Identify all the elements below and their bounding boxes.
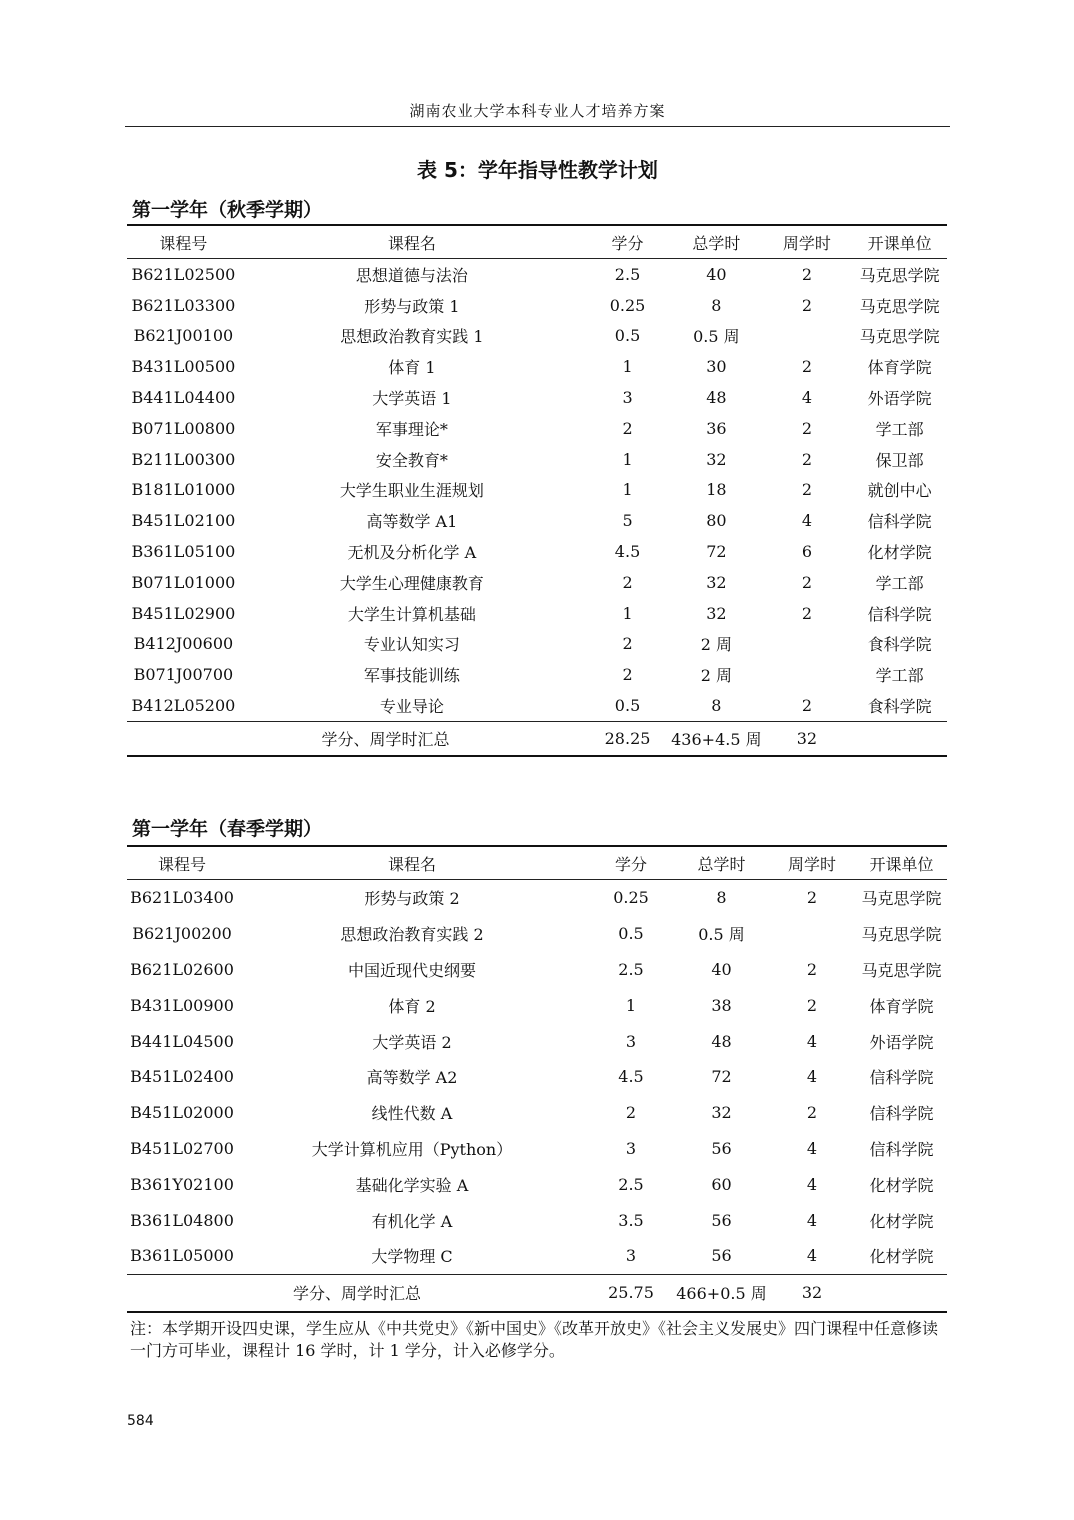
- cell-total-hours: 60: [711, 1174, 732, 1194]
- table-row: [127, 1166, 947, 1202]
- cell-department: 外语学院: [867, 389, 932, 409]
- table-row: [127, 1238, 947, 1274]
- cell-course-code: B451L02000: [130, 1103, 234, 1123]
- fall-semester-table: [127, 224, 947, 757]
- column-header-credits: 学分: [584, 225, 671, 259]
- cell-course-name: 大学生职业生涯规划: [339, 481, 484, 501]
- cell-total-hours: 2 周: [700, 666, 732, 686]
- summary-empty-cell: [852, 721, 947, 756]
- cell-credits: 0.5: [614, 696, 641, 716]
- fall-summary-row: [127, 721, 947, 756]
- cell-course-code: B361L05000: [130, 1246, 234, 1266]
- table-row: [127, 1023, 947, 1059]
- cell-total-hours: 32: [711, 1103, 732, 1123]
- cell-course-code: B441L04400: [131, 388, 236, 408]
- cell-total-hours: 80: [706, 511, 727, 531]
- cell-weekly-hours: 4: [806, 1138, 818, 1158]
- cell-department: 食科学院: [867, 697, 932, 717]
- cell-course-name: 思想政治教育实践 2: [340, 925, 484, 945]
- cell-total-hours: 18: [706, 480, 727, 500]
- cell-credits: 1: [622, 357, 633, 377]
- cell-weekly-hours: 4: [801, 388, 813, 408]
- cell-weekly-hours: 4: [806, 1067, 818, 1087]
- cell-course-name: 形势与政策 2: [364, 889, 460, 909]
- table-row: [127, 690, 947, 721]
- cell-course-name: 安全教育*: [375, 450, 448, 470]
- cell-department: 马克思学院: [861, 889, 942, 909]
- summary-total-hours: 466+0.5 周: [676, 1284, 767, 1304]
- table-row: [127, 598, 947, 629]
- cell-course-code: B361Y02100: [130, 1174, 234, 1194]
- table-row: [127, 290, 947, 321]
- cell-course-name: 专业认知实习: [363, 635, 460, 655]
- cell-course-code: B211L00300: [131, 449, 236, 469]
- cell-course-code: B621J00200: [132, 924, 232, 944]
- cell-weekly-hours: 6: [801, 542, 813, 562]
- cell-department: 信科学院: [869, 1139, 934, 1159]
- cell-course-name: 大学计算机应用（Python）: [311, 1139, 513, 1159]
- cell-total-hours: 36: [706, 418, 727, 438]
- cell-course-code: B451L02900: [131, 603, 236, 623]
- cell-credits: 4.5: [614, 542, 641, 562]
- cell-weekly-hours: 2: [801, 418, 813, 438]
- cell-total-hours: 72: [711, 1067, 732, 1087]
- cell-department: 保卫部: [875, 450, 924, 470]
- table-row: [127, 536, 947, 567]
- cell-course-name: 体育 1: [388, 358, 436, 378]
- cell-credits: 2: [622, 418, 633, 438]
- cell-course-code: B621L02500: [131, 264, 236, 284]
- table-row: [127, 1202, 947, 1238]
- table-row: [127, 413, 947, 444]
- cell-weekly-hours: 4: [806, 1031, 818, 1051]
- header-rule: [125, 126, 950, 127]
- cell-weekly-hours: 4: [806, 1174, 818, 1194]
- cell-department: 化材学院: [867, 543, 932, 563]
- cell-total-hours: 48: [706, 388, 727, 408]
- cell-credits: 3: [625, 1138, 637, 1158]
- table-row: [127, 987, 947, 1023]
- cell-department: 学工部: [875, 419, 924, 439]
- cell-course-code: B181L01000: [131, 480, 236, 500]
- cell-course-name: 中国近现代史纲要: [347, 960, 476, 980]
- cell-weekly-hours: 2: [801, 449, 813, 469]
- cell-weekly-hours: 2: [806, 888, 818, 908]
- cell-department: 信科学院: [867, 512, 932, 532]
- cell-weekly-hours: 4: [806, 1246, 818, 1266]
- cell-total-hours: 38: [711, 995, 732, 1015]
- cell-course-code: B071J00700: [133, 665, 234, 685]
- cell-credits: 0.25: [609, 295, 646, 315]
- cell-total-hours: 72: [706, 542, 727, 562]
- cell-credits: 1: [625, 995, 637, 1015]
- cell-department: 化材学院: [869, 1211, 934, 1231]
- cell-total-hours: 32: [706, 449, 727, 469]
- cell-weekly-hours: 2: [806, 995, 818, 1015]
- cell-department: 马克思学院: [859, 327, 940, 347]
- table-row: [127, 259, 947, 290]
- cell-credits: 2: [622, 634, 633, 654]
- cell-total-hours: 32: [706, 603, 727, 623]
- cell-credits: 0.25: [613, 888, 649, 908]
- column-header-total-hours: 总学时: [671, 225, 761, 259]
- table-row: [127, 629, 947, 660]
- cell-course-name: 思想道德与法治: [355, 265, 468, 285]
- cell-course-name: 专业导论: [379, 697, 444, 717]
- cell-credits: 1: [622, 480, 633, 500]
- cell-total-hours: 32: [706, 572, 727, 592]
- column-header-credits: 学分: [587, 846, 675, 880]
- cell-credits: 3: [625, 1031, 637, 1051]
- cell-credits: 3: [625, 1246, 637, 1266]
- table-row: [127, 1059, 947, 1095]
- cell-weekly-hours: 2: [801, 603, 813, 623]
- cell-total-hours: 30: [706, 357, 727, 377]
- cell-credits: 5: [622, 511, 633, 531]
- cell-weekly-hours: 2: [801, 572, 813, 592]
- cell-course-name: 体育 2: [388, 996, 436, 1016]
- cell-course-code: B441L04500: [130, 1031, 234, 1051]
- summary-label: 学分、周学时汇总: [292, 1284, 421, 1304]
- cell-course-code: B431L00500: [131, 357, 236, 377]
- cell-credits: 2.5: [618, 959, 644, 979]
- cell-total-hours: 48: [711, 1031, 732, 1051]
- table-row: [127, 382, 947, 413]
- table-row: [127, 444, 947, 475]
- cell-department: 就创中心: [867, 481, 932, 501]
- table-header-row: [127, 846, 947, 880]
- summary-empty-cell: [856, 1274, 947, 1312]
- cell-course-name: 有机化学 A: [371, 1211, 453, 1231]
- cell-course-code: B621J00100: [133, 326, 234, 346]
- cell-credits: 0.5: [614, 326, 641, 346]
- cell-course-code: B621L03300: [131, 295, 236, 315]
- summary-credits: 25.75: [608, 1283, 654, 1303]
- column-header-course-code: 课程号: [127, 846, 237, 880]
- cell-course-code: B361L04800: [130, 1210, 234, 1230]
- cell-department: 马克思学院: [861, 925, 942, 945]
- cell-course-code: B451L02100: [131, 511, 236, 531]
- column-header-weekly-hours: 周学时: [768, 846, 856, 880]
- cell-weekly-hours: [768, 916, 856, 952]
- page-number: 584: [127, 1413, 154, 1429]
- cell-credits: 3.5: [618, 1210, 644, 1230]
- table-header-row: [127, 225, 947, 259]
- cell-course-name: 形势与政策 1: [364, 296, 460, 316]
- cell-course-name: 思想政治教育实践 1: [340, 327, 484, 347]
- column-header-course-name: 课程名: [240, 225, 584, 259]
- cell-credits: 4.5: [618, 1067, 644, 1087]
- cell-total-hours: 56: [711, 1246, 732, 1266]
- cell-course-code: B621L03400: [130, 888, 234, 908]
- cell-course-code: B451L02400: [130, 1067, 234, 1087]
- cell-course-name: 无机及分析化学 A: [347, 543, 477, 563]
- cell-course-code: B071L00800: [131, 418, 236, 438]
- cell-total-hours: 40: [706, 264, 727, 284]
- table-row: [127, 659, 947, 690]
- cell-course-name: 大学英语 2: [372, 1032, 452, 1052]
- cell-department: 马克思学院: [861, 960, 942, 980]
- cell-total-hours: 8: [716, 888, 727, 908]
- cell-course-code: B451L02700: [130, 1138, 234, 1158]
- fall-semester-rows: [127, 259, 947, 722]
- spring-semester-rows: [127, 880, 947, 1275]
- cell-course-name: 高等数学 A2: [366, 1068, 458, 1088]
- cell-course-name: 基础化学实验 A: [355, 1175, 469, 1195]
- cell-credits: 3: [622, 388, 633, 408]
- cell-department: 化材学院: [869, 1247, 934, 1267]
- cell-course-name: 军事理论*: [375, 419, 448, 439]
- cell-credits: 0.5: [618, 924, 644, 944]
- cell-course-code: B431L00900: [130, 995, 234, 1015]
- cell-weekly-hours: 4: [801, 511, 813, 531]
- table-row: [127, 916, 947, 952]
- table-row: [127, 351, 947, 382]
- cell-department: 学工部: [875, 666, 924, 686]
- column-header-course-name: 课程名: [237, 846, 587, 880]
- column-header-department: 开课单位: [856, 846, 947, 880]
- cell-course-name: 大学生心理健康教育: [339, 573, 484, 593]
- cell-total-hours: 0.5 周: [693, 327, 740, 347]
- cell-department: 马克思学院: [859, 296, 940, 316]
- cell-weekly-hours: 2: [801, 295, 813, 315]
- cell-credits: 2: [622, 572, 633, 592]
- cell-course-name: 大学英语 1: [372, 389, 452, 409]
- cell-department: 学工部: [875, 573, 924, 593]
- column-header-department: 开课单位: [852, 225, 947, 259]
- column-header-total-hours: 总学时: [675, 846, 768, 880]
- cell-department: 信科学院: [869, 1104, 934, 1124]
- spring-semester-heading: 第一学年（春季学期）: [132, 818, 323, 840]
- cell-course-name: 线性代数 A: [371, 1104, 453, 1124]
- cell-weekly-hours: [762, 629, 853, 660]
- cell-total-hours: 8: [711, 696, 722, 716]
- cell-course-name: 高等数学 A1: [366, 512, 458, 532]
- fall-semester-heading: 第一学年（秋季学期）: [132, 199, 323, 221]
- cell-weekly-hours: 2: [806, 959, 818, 979]
- cell-total-hours: 56: [711, 1210, 732, 1230]
- cell-total-hours: 40: [711, 959, 732, 979]
- cell-department: 食科学院: [867, 635, 932, 655]
- cell-course-name: 大学物理 C: [371, 1247, 453, 1267]
- table-row: [127, 880, 947, 916]
- spring-summary-row: [127, 1274, 947, 1312]
- cell-department: 马克思学院: [859, 265, 940, 285]
- table-row: [127, 475, 947, 506]
- running-header: 湖南农业大学本科专业人才培养方案: [409, 102, 666, 120]
- cell-total-hours: 8: [711, 295, 722, 315]
- cell-course-code: B412L05200: [131, 696, 236, 716]
- cell-weekly-hours: 2: [801, 264, 813, 284]
- cell-credits: 1: [622, 603, 633, 623]
- cell-course-code: B412J00600: [133, 634, 234, 654]
- cell-total-hours: 0.5 周: [698, 925, 745, 945]
- cell-course-name: 军事技能训练: [363, 666, 460, 686]
- cell-credits: 2.5: [614, 264, 641, 284]
- cell-course-code: B621L02600: [130, 959, 234, 979]
- table-title: 表 5：学年指导性教学计划: [417, 158, 658, 182]
- cell-department: 信科学院: [867, 604, 932, 624]
- table-row: [127, 321, 947, 352]
- cell-course-code: B361L05100: [131, 542, 236, 562]
- table-row: [127, 567, 947, 598]
- cell-weekly-hours: [762, 659, 853, 690]
- cell-credits: 2: [625, 1103, 637, 1123]
- table-row: [127, 1095, 947, 1131]
- cell-weekly-hours: 4: [806, 1210, 818, 1230]
- summary-credits: 28.25: [604, 728, 651, 748]
- cell-department: 外语学院: [869, 1032, 934, 1052]
- summary-label: 学分、周学时汇总: [321, 729, 450, 749]
- cell-course-name: 大学生计算机基础: [347, 604, 476, 624]
- cell-department: 体育学院: [867, 358, 932, 378]
- cell-total-hours: 2 周: [700, 635, 732, 655]
- summary-weekly-hours: 32: [801, 1283, 823, 1303]
- cell-weekly-hours: 2: [801, 357, 813, 377]
- cell-credits: 2: [622, 665, 633, 685]
- cell-department: 化材学院: [869, 1175, 934, 1195]
- spring-semester-table: [127, 845, 947, 1313]
- cell-credits: 2.5: [618, 1174, 644, 1194]
- summary-total-hours: 436+4.5 周: [671, 729, 762, 749]
- column-header-course-code: 课程号: [127, 225, 240, 259]
- cell-weekly-hours: 2: [806, 1103, 818, 1123]
- table-row: [127, 505, 947, 536]
- summary-weekly-hours: 32: [796, 728, 818, 748]
- table-row: [127, 952, 947, 988]
- cell-course-code: B071L01000: [131, 572, 236, 592]
- table-row: [127, 1131, 947, 1167]
- column-header-weekly-hours: 周学时: [762, 225, 853, 259]
- cell-weekly-hours: 2: [801, 480, 813, 500]
- cell-department: 信科学院: [869, 1068, 934, 1088]
- cell-credits: 1: [622, 449, 633, 469]
- cell-total-hours: 56: [711, 1138, 732, 1158]
- cell-weekly-hours: [762, 321, 853, 352]
- cell-weekly-hours: 2: [801, 696, 813, 716]
- footnote: 注：本学期开设四史课，学生应从《中共党史》《新中国史》《改革开放史》《社会主义发展史》四门课程中任意修读一门方可毕业，课程计 16 学时，计 1 学分，计入必修学分。: [130, 1319, 939, 1360]
- cell-department: 体育学院: [869, 996, 934, 1016]
